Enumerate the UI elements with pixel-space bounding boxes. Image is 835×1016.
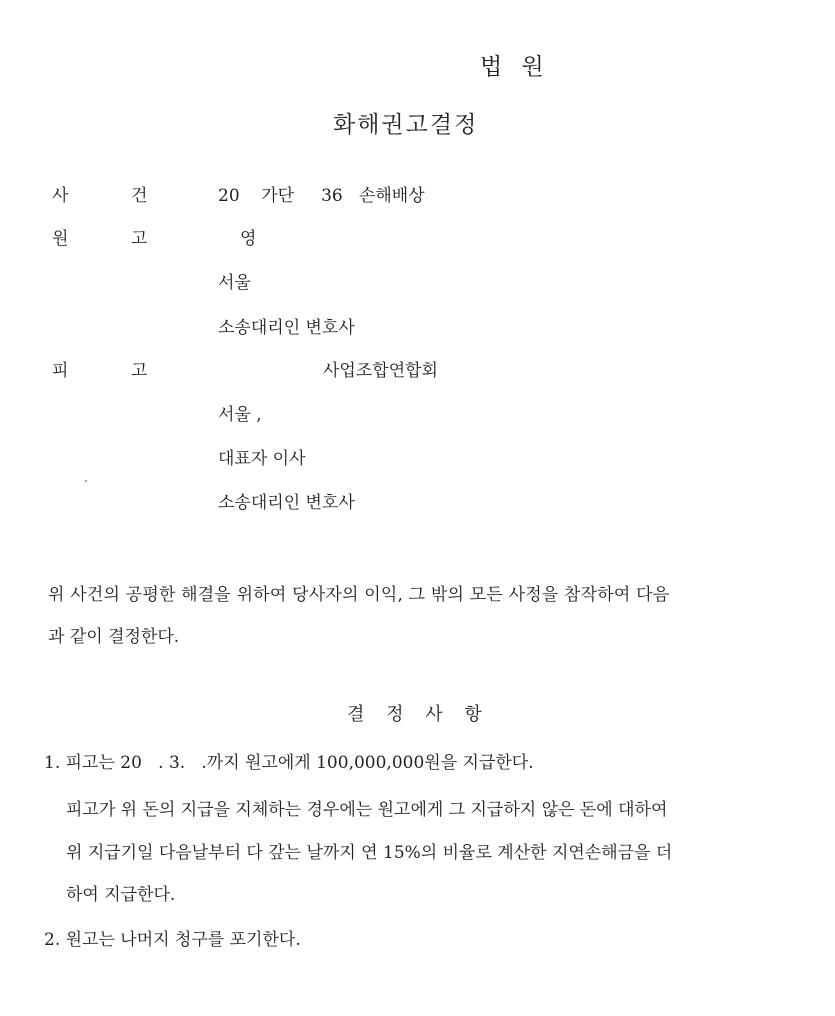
decision-heading: 결 정 사 항 <box>347 704 490 725</box>
decision-item-1-line-3: 위 지급기일 다음날부터 다 갚는 날까지 연 15%의 비율로 계산한 지연손해금을 더 <box>66 843 673 863</box>
decision-item-1-line-1: 1. 피고는 20 . 3. .까지 원고에게 100,000,000원을 지급한다. <box>44 753 534 773</box>
court-name: 법 원 <box>480 54 550 80</box>
defendant-name: 사업조합연합회 <box>323 361 438 381</box>
intro-line-2: 과 같이 결정한다. <box>48 627 180 647</box>
intro-line-1: 위 사건의 공평한 해결을 위하여 당사자의 이익, 그 밖의 모든 사정을 참작하여 다음 <box>48 585 670 605</box>
defendant-label-first-char: 피 <box>52 361 69 381</box>
document-title: 화해권고결정 <box>333 112 479 138</box>
case-number: 20 가단 36 손해배상 <box>218 186 425 206</box>
plaintiff-label-first-char: 원 <box>52 229 69 249</box>
defendant-representative: 대표자 이사 <box>218 449 306 469</box>
defendant-address: 서울 , <box>218 405 262 425</box>
case-label-second-char: 건 <box>131 186 148 206</box>
defendant-label-second-char: 고 <box>131 361 148 381</box>
plaintiff-label-second-char: 고 <box>131 229 148 249</box>
plaintiff-name: 영 <box>240 229 257 249</box>
case-label-first-char: 사 <box>52 186 69 206</box>
decision-item-1-line-2: 피고가 위 돈의 지급을 지체하는 경우에는 원고에게 그 지급하지 않은 돈에 대하여 <box>66 800 668 820</box>
defendant-attorney: 소송대리인 변호사 <box>218 493 355 513</box>
plaintiff-address: 서울 <box>218 273 251 293</box>
decision-item-2: 2. 원고는 나머지 청구를 포기한다. <box>44 930 301 950</box>
scan-speck <box>85 480 87 482</box>
plaintiff-attorney: 소송대리인 변호사 <box>218 318 355 338</box>
decision-item-1-line-4: 하여 지급한다. <box>66 885 176 905</box>
